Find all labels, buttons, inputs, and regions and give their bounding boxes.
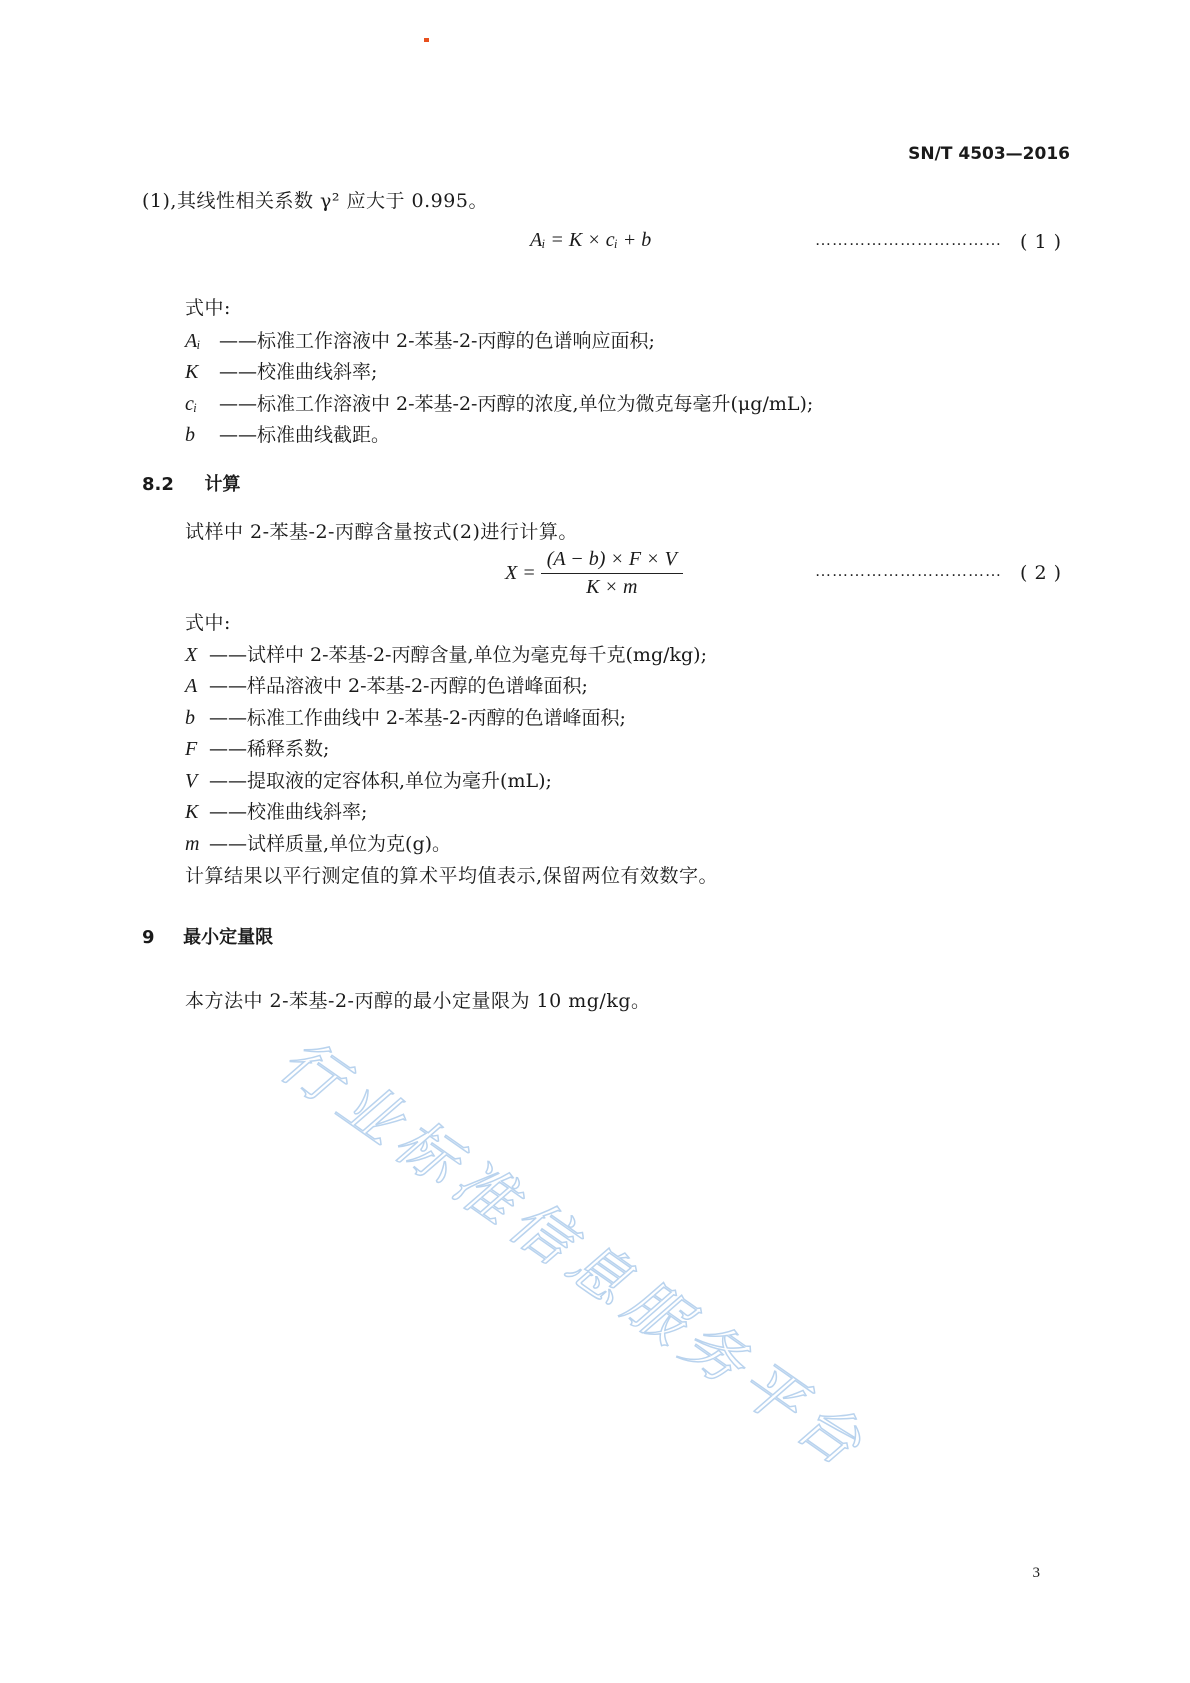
definition-text: ——标准工作溶液中 2-苯基-2-丙醇的浓度,单位为微克每毫升(μg/mL); <box>219 393 814 415</box>
definition-row <box>185 766 552 793</box>
definition-text: ——标准曲线截距。 <box>219 424 391 446</box>
definition-row <box>185 797 367 824</box>
definition-symbol: V <box>185 770 198 792</box>
section-9-heading <box>142 923 273 949</box>
definition-row <box>185 671 588 698</box>
definition-text: ——标准工作溶液中 2-苯基-2-丙醇的色谱响应面积; <box>219 330 655 352</box>
definition-row <box>185 420 390 447</box>
red-corner-mark <box>424 38 429 42</box>
definition-row <box>185 389 813 416</box>
equation-2-fraction <box>541 548 683 599</box>
equation-2 <box>505 548 683 599</box>
equation-2-denominator: K × m <box>586 576 638 598</box>
watermark: 行业标准信息服务平台 <box>267 1025 881 1485</box>
equation-2-number: ( 2 ) <box>1020 562 1062 584</box>
section-number: 8.2 <box>142 474 174 495</box>
definition-text: ——提取液的定容体积,单位为毫升(mL); <box>209 770 552 792</box>
loq-text: 本方法中 2-苯基-2-丙醇的最小定量限为 10 mg/kg。 <box>185 990 651 1012</box>
equation-1-number: ( 1 ) <box>1020 231 1062 253</box>
definition-row <box>185 829 451 856</box>
definition-symbol: X <box>185 644 198 666</box>
intro-line: (1),其线性相关系数 γ² 应大于 0.995。 <box>142 190 488 212</box>
where-label-1: 式中: <box>185 297 231 319</box>
section-8-2-heading <box>142 470 240 496</box>
definition-symbol: K <box>185 801 199 823</box>
calc-result-note: 计算结果以平行测定值的算术平均值表示,保留两位有效数字。 <box>185 865 719 887</box>
definition-row <box>185 326 655 353</box>
definition-symbol: b <box>185 707 195 729</box>
definition-text: ——校准曲线斜率; <box>209 801 368 823</box>
equation-1: Aᵢ = K × cᵢ + b <box>530 229 652 251</box>
definition-symbol: A <box>185 675 198 697</box>
section-title: 计算 <box>204 474 241 495</box>
definition-symbol: cᵢ <box>185 393 198 415</box>
definition-row <box>185 357 377 384</box>
definition-row <box>185 703 626 730</box>
definition-row <box>185 734 329 761</box>
definition-row <box>185 640 707 667</box>
definition-text: ——试样中 2-苯基-2-丙醇含量,单位为毫克每千克(mg/kg); <box>209 644 707 666</box>
definition-symbol: K <box>185 361 199 383</box>
equation-2-leader: …………………………… <box>815 563 1002 580</box>
page-number: 3 <box>1032 1565 1040 1581</box>
definition-symbol: m <box>185 833 200 855</box>
equation-2-lhs: X = <box>505 562 536 584</box>
definition-text: ——试样质量,单位为克(g)。 <box>209 833 452 855</box>
definition-text: ——标准工作曲线中 2-苯基-2-丙醇的色谱峰面积; <box>209 707 626 729</box>
equation-1-leader: …………………………… <box>815 232 1002 249</box>
definition-symbol: Aᵢ <box>185 330 201 352</box>
definition-symbol: b <box>185 424 195 446</box>
definition-text: ——校准曲线斜率; <box>219 361 378 383</box>
definition-text: ——样品溶液中 2-苯基-2-丙醇的色谱峰面积; <box>209 675 588 697</box>
equation-2-numerator: (A − b) × F × V <box>541 548 683 574</box>
definition-text: ——稀释系数; <box>209 738 330 760</box>
section-number: 9 <box>142 927 155 948</box>
section-title: 最小定量限 <box>183 927 274 948</box>
standard-number: SN/T 4503—2016 <box>908 144 1070 164</box>
definition-symbol: F <box>185 738 198 760</box>
where-label-2: 式中: <box>185 612 231 634</box>
calc-intro: 试样中 2-苯基-2-丙醇含量按式(2)进行计算。 <box>185 521 578 543</box>
